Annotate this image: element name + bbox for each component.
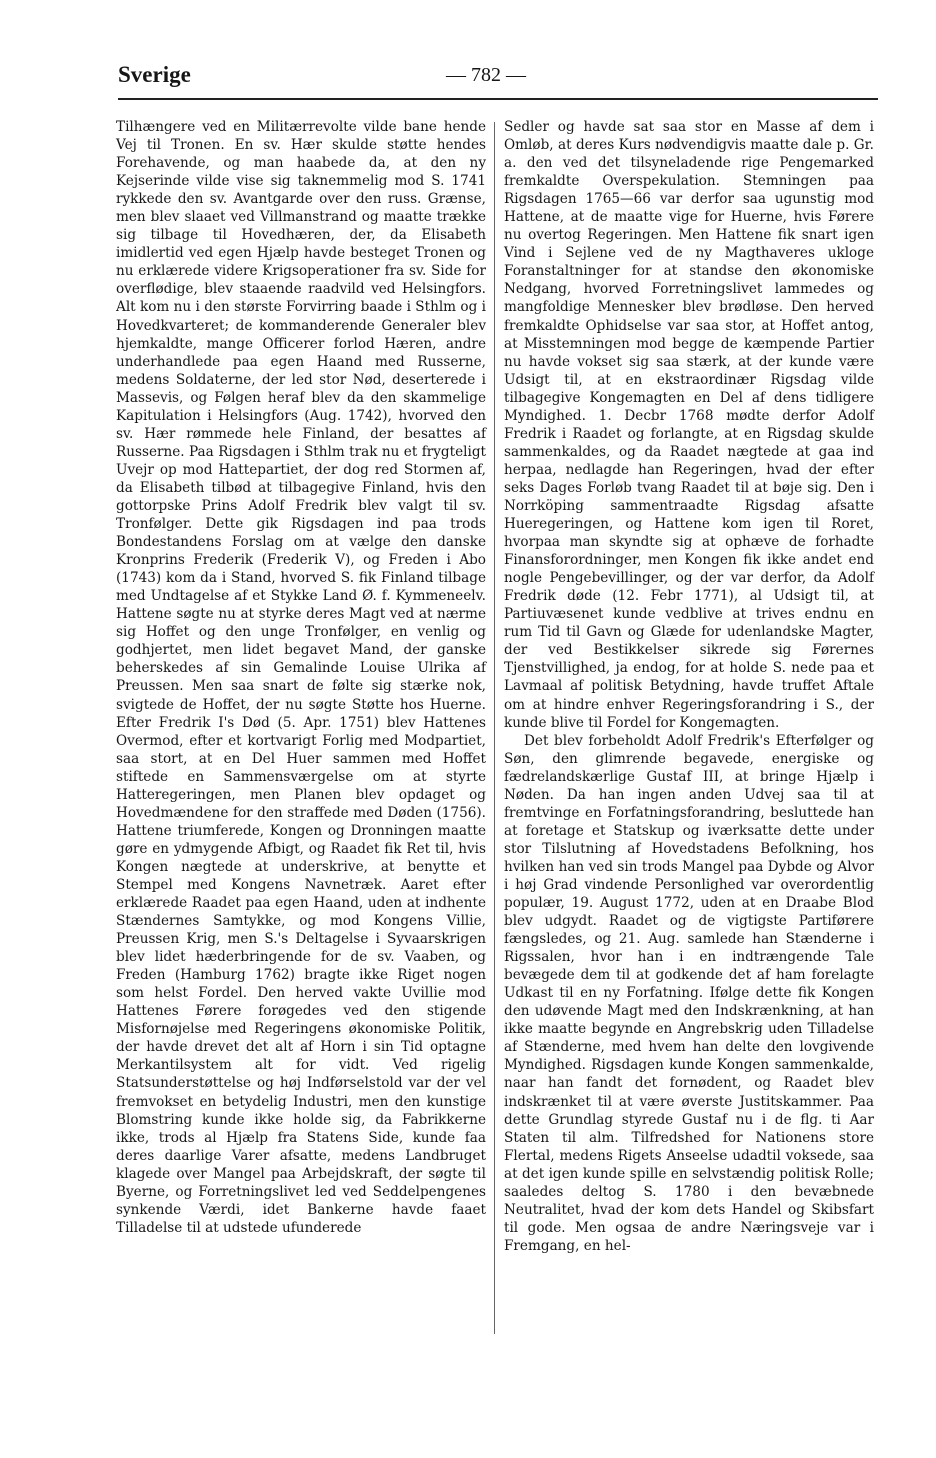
page-number: — 782 — <box>446 64 526 86</box>
right-paragraph-1: Sedler og havde sat saa stor en Masse af dem i Omløb, at deres Kurs nødvendigvis maatte dale p. Gr. a. den ved det tilsyneladende rige Pengemarked fremkaldte Overspekulation. Stemningen paa Rigsdagen 1765—66 var derfor saa ugunstig mod Hattene, at de maatte vige for Huerne, hvis Førere nu overtog Regeringen. Men Hattene fik snart igen Vind i Sejlene ved de ny Magthaveres ukloge Foranstaltninger for at standse den økonomiske Nedgang, hvorved Forretningslivet lammedes og mangfoldige Mennesker blev brødløse. Den herved fremkaldte Ophidselse var saa stor, at Hoffet antog, at Misstemningen mod begge de kæmpende Partier nu havde vokset sig saa stærk, at der kunde være Udsigt til, at en ekstraordinær Rigsdag vilde tilbagegive Kongemagten en Del af dens tidligere Myndighed. 1. Decbr 1768 mødte derfor Adolf Fredrik i Raadet og forlangte, at en Rigsdag skulde sammenkaldes, og da Raadet nægtede at gaa ind herpaa, nedlagde han Regeringen, hvad der efter seks Dages Forløb tvang Raadet til at bøje sig. Den i Norrköping sammentraadte Rigsdag afsatte Hueregeringen, og Hattene kom igen til Roret, hvorpaa man skyndte sig at ophæve de forhadte Finansforordninger, men Kongen fik ikke andet end nogle Pengebevillinger, og der var derfor, da Adolf Fredrik døde (12. Febr 1771), al Udsigt til, at Partiuvæsenet kunde vedblive at trives endnu en rum Tid til Gavn og Glæde for udenlandske Magter, der ved Bestikkelser sikrede sig Førernes Tjenstvillighed, ja endog, for at holde S. nede paa et Lavmaal af politisk Betydning, havde truffet Aftale om at hindre enhver Regeringsforandring i S., der kunde blive til Fordel for Kongemagten. <box>504 119 874 731</box>
right-paragraph-2: Det blev forbeholdt Adolf Fredrik's Efterfølger og Søn, den glimrende begavede, energiske og fædrelandskærlige Gustaf III, at bringe Hjælp i Nøden. Da han ingen anden Udvej saa til at fremtvinge en Forfatningsforandring, besluttede han at foretage et Statskup og iværksatte dette under stor Tilslutning af Hovedstadens Befolkning, hos hvilken han ved sin trods Mangel paa Dybde og Alvor i høj Grad vindende Personlighed var overordentlig populær, 19. August 1772, uden at en Draabe Blod blev udgydt. Raadet og de vigtigste Partiførere fængsledes, og 21. Aug. samlede han Stænderne i Rigssalen, hvor han i en indtrængende Tale bevægede dem til at godkende det af ham forelagte Udkast til en ny Forfatning. Ifølge dette fik Kongen den udøvende Magt med den Indskrænkning, at han ikke maatte begynde en Angrebskrig uden Tilladelse af Stænderne, med hvem han delte den lovgivende Myndighed. Rigsdagen kunde Kongen sammenkalde, naar han fandt det fornødent, og Raadet blev indskrænket til at være øverste Justitskammer. Paa dette Grundlag styrede Gustaf nu i de flg. ti Aar Staten til alm. Tilfredshed for Nationens store Flertal, medens Rigets Anseelse udadtil voksede, saa at det igen kunde spille en selvstændig politisk Rolle; saaledes deltog S. 1780 i den bevæbnede Neutralitet, hvad der kom dets Handel og Skibsfart til gode. Men ogsaa de andre Næringsveje var i Fremgang, en hel- <box>504 732 874 1254</box>
left-paragraph-1: Tilhængere ved en Militærrevolte vilde bane hende Vej til Tronen. En sv. Hær skulde støtte hendes Forehavende, og man haabede da, at den ny Kejserinde vilde vise sig taknemmelig mod S. 1741 rykkede den sv. Avantgarde over den russ. Grænse, men blev slaaet ved Villmanstrand og maatte trække sig tilbage til Hovedhæren, der, da Elisabeth imidlertid ved egen Hjælp havde besteget Tronen og nu erklærede videre Krigsoperationer fra sv. Side for overflødige, blev staaende raadvild ved Helsingfors. Alt kom nu i den største Forvirring baade i Sthlm og i Hovedkvarteret; de kommanderende Generaler blev hjemkaldte, mange Officerer forlod Hæren, andre underhandlede paa egen Haand med Russerne, medens Soldaterne, der led stor Nød, deserterede i Massevis, og Følgen heraf blev da den skammelige Kapitulation i Helsingfors (Aug. 1742), hvorved den sv. Hær rømmede hele Finland, der besattes af Russerne. Paa Rigsdagen i Sthlm trak nu et frygteligt Uvejr op mod Hattepartiet, der dog red Stormen af, da Elisabeth tilbød at tilbagegive Finland, hvis den gottorpske Prins Adolf Fredrik blev valgt til sv. Tronfølger. Dette gik Rigsdagen ind paa trods Bondestandens Forslag om at vælge den danske Kronprins Frederik (Frederik V), og Freden i Abo (1743) kom da i Stand, hvorved S. fik Finland tilbage med Undtagelse af et Stykke Land Ø. f. Kymmeneelv. Hattene søgte nu at styrke deres Magt ved at nærme sig Hoffet og den unge Tronfølger, en venlig og godhjertet, men lidet begavet Mand, der ganske beherskedes af sin Gemalinde Louise Ulrika af Preussen. Men saa snart de følte sig stærke nok, svigtede de Hoffet, der nu søgte Støtte hos Huerne. Efter Fredrik I's Død (5. Apr. 1751) blev Hattenes Overmod, efter et kortvarigt Forlig med Modpartiet, saa stort, at en Del Huer sammen med Hoffet stiftede en Sammensværgelse om at styrte Hatteregeringen, men Planen blev opdaget og Hovedmændene for den straffede med Døden (1756). Hattene triumferede, Kongen og Dronningen maatte gøre en ydmygende Afbigt, og Raadet fik Ret til, hvis Kongen nægtede at underskrive, at benytte et Stempel med Kongens Navnetræk. Aaret efter erklærede Raadet paa egen Haand, uden at indhente Stændernes Samtykke, og mod Kongens Villie, Preussen Krig, men S.'s Deltagelse i Syvaarskrigen blev lidet hæderbringende for de sv. Vaaben, og Freden (Hamburg 1762) bragte ikke Riget nogen som helst Fordel. Den herved vakte Uvillie mod Hattenes Førere forøgedes ved den stigende Misfornøjelse med Regeringens økonomiske Politik, der havde drevet det alt af Horn i sin Tid optagne Merkantilsystem alt for vidt. Ved rigelig Statsunderstøttelse og høj Indførselstold var der vel fremvokset en betydelig Industri, men den kunstige Blomstring kunde ikke holde sig, da Fabrikkerne ikke, trods al Hjælp fra Statens Side, kunde faa deres daarlige Varer afsatte, medens Landbruget klagede over Mangel paa Arbejdskraft, der søgte til Byerne, og Forretningslivet led ved Seddelpengenes synkende Værdi, idet Bankerne havde faaet Tilladelse til at udstede ufunderede <box>116 119 486 1236</box>
page-header <box>118 62 876 102</box>
column-divider <box>494 122 495 1334</box>
section-title: Sverige <box>118 62 191 87</box>
left-column <box>116 118 486 1237</box>
header-rule <box>118 98 878 100</box>
right-column <box>504 118 874 1255</box>
